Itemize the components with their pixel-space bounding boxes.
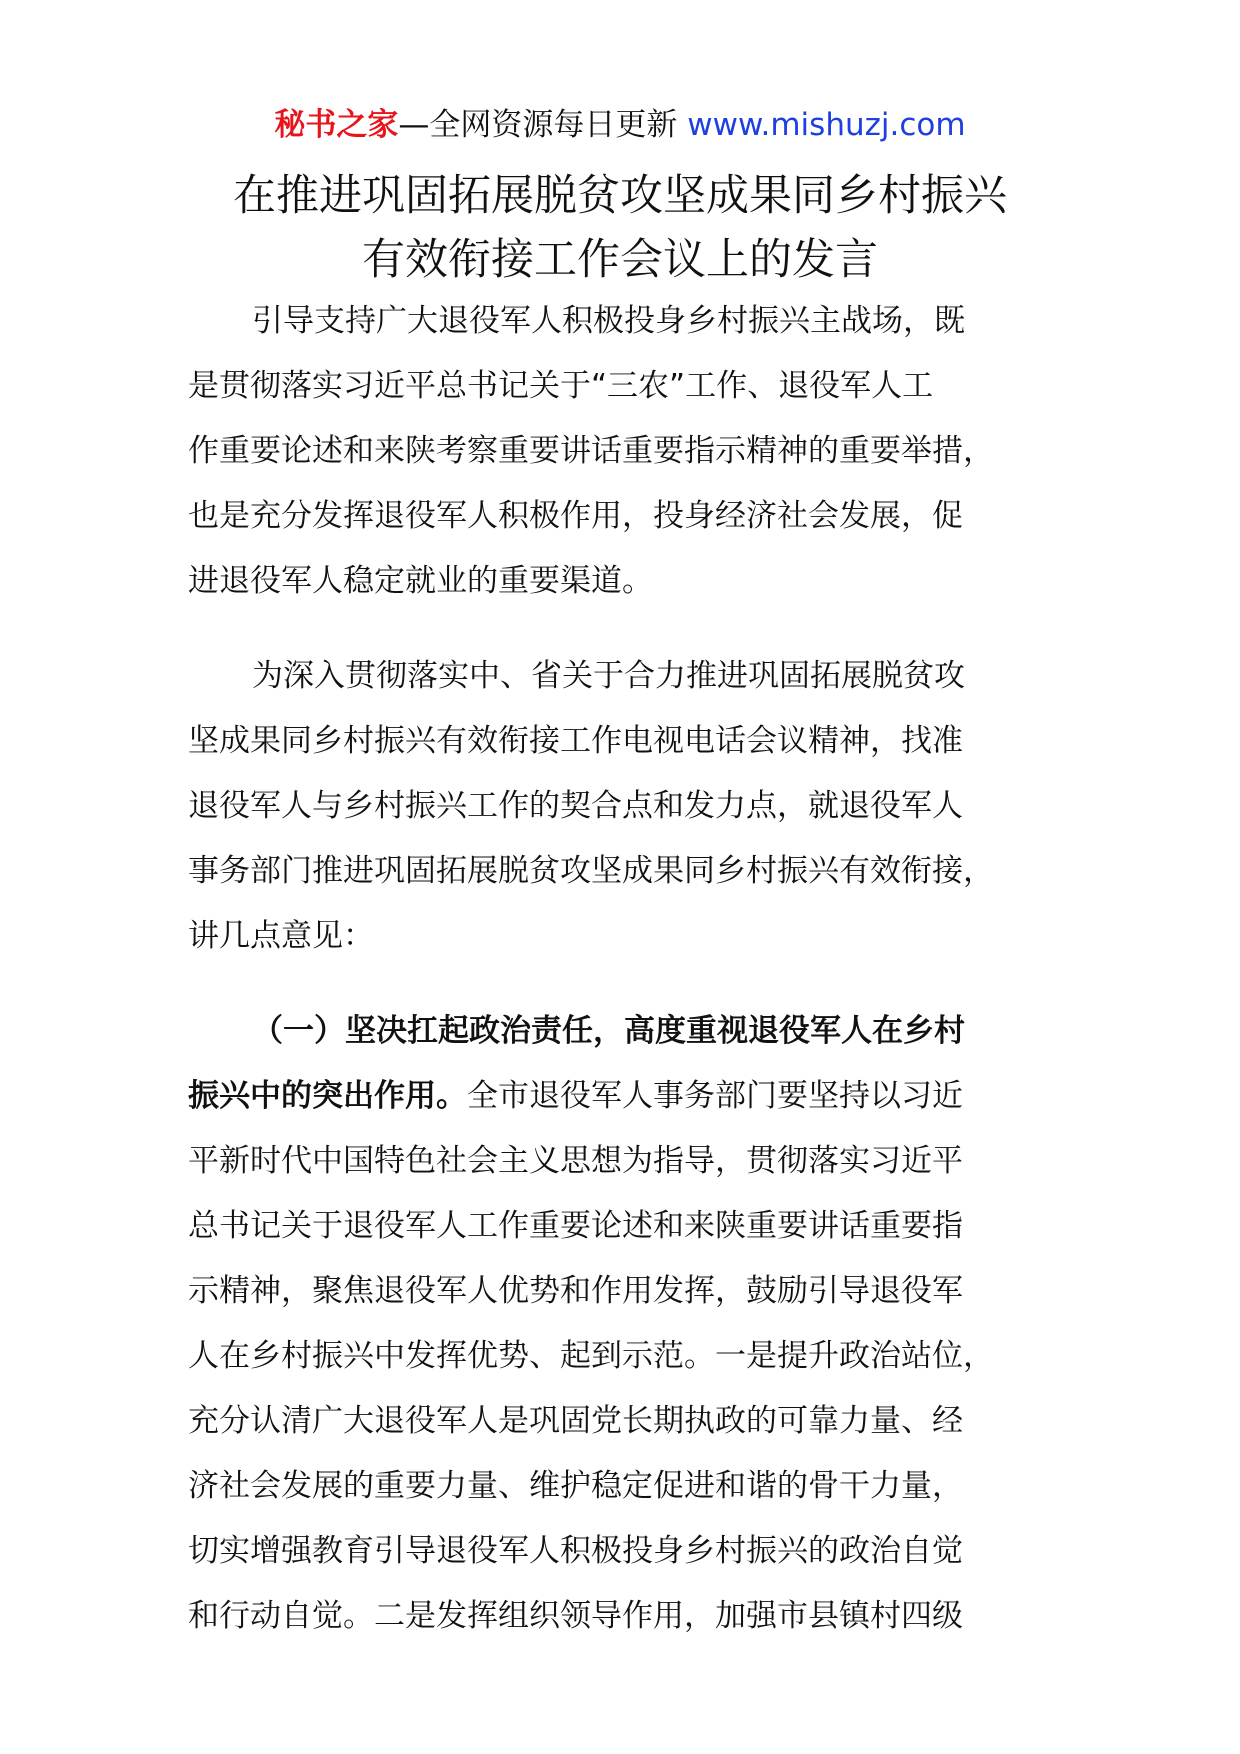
text-line: 进退役军人稳定就业的重要渠道。 bbox=[188, 563, 653, 599]
paragraph-intro bbox=[188, 289, 1048, 614]
text-line: 引导支持广大退役军人积极投身乡村振兴主战场，既 bbox=[252, 303, 965, 339]
text-line: 作重要论述和来陕考察重要讲话重要指示精神的重要举措， bbox=[188, 433, 994, 469]
text-line: 退役军人与乡村振兴工作的契合点和发力点，就退役军人 bbox=[188, 788, 963, 824]
text-line: 平新时代中国特色社会主义思想为指导，贯彻落实习近平 bbox=[188, 1143, 963, 1179]
text-line: 和行动自觉。二是发挥组织领导作用，加强市县镇村四级 bbox=[188, 1598, 963, 1634]
text-line: 也是充分发挥退役军人积极作用，投身经济社会发展，促 bbox=[188, 498, 963, 534]
text-line: 为深入贯彻落实中、省关于合力推进巩固拓展脱贫攻 bbox=[252, 658, 965, 694]
text-line: 示精神，聚焦退役军人优势和作用发挥，鼓励引导退役军 bbox=[188, 1273, 963, 1309]
text-line: 济社会发展的重要力量、维护稳定促进和谐的骨干力量， bbox=[188, 1468, 963, 1504]
text-line: 人在乡村振兴中发挥优势、起到示范。一是提升政治站位， bbox=[188, 1338, 994, 1374]
title-line-1: 在推进巩固拓展脱贫攻坚成果同乡村振兴 bbox=[233, 171, 1007, 221]
text-line: 事务部门推进巩固拓展脱贫攻坚成果同乡村振兴有效衔接， bbox=[188, 853, 994, 889]
document-body bbox=[188, 289, 1048, 1649]
text-line: 是贯彻落实习近平总书记关于“三农”工作、退役军人工 bbox=[188, 368, 934, 404]
text-line: 坚成果同乡村振兴有效衔接工作电视电话会议精神，找准 bbox=[188, 723, 963, 759]
document-title bbox=[140, 164, 1100, 292]
section-heading-line: （一）坚决扛起政治责任，高度重视退役军人在乡村 bbox=[252, 1013, 965, 1049]
text-line: 充分认清广大退役军人是巩固党长期执政的可靠力量、经 bbox=[188, 1403, 963, 1439]
site-header bbox=[0, 100, 1240, 150]
paragraph-purpose bbox=[188, 644, 1048, 969]
text-line: 讲几点意见： bbox=[188, 918, 374, 954]
text-line: 切实增强教育引导退役军人积极投身乡村振兴的政治自觉 bbox=[188, 1533, 963, 1569]
site-tagline: —全网资源每日更新 bbox=[398, 107, 688, 143]
paragraph-section-one bbox=[188, 999, 1048, 1649]
text-line: 总书记关于退役军人工作重要论述和来陕重要讲话重要指 bbox=[188, 1208, 963, 1244]
title-line-2: 有效衔接工作会议上的发言 bbox=[362, 235, 878, 285]
section-heading-end: 振兴中的突出作用。 bbox=[188, 1078, 467, 1114]
text-line bbox=[188, 1064, 1048, 1129]
section-text-start: 全市退役军人事务部门要坚持以习近 bbox=[467, 1078, 963, 1114]
site-brand: 秘书之家 bbox=[274, 107, 399, 143]
site-url-link[interactable]: www.mishuzj.com bbox=[687, 107, 966, 143]
